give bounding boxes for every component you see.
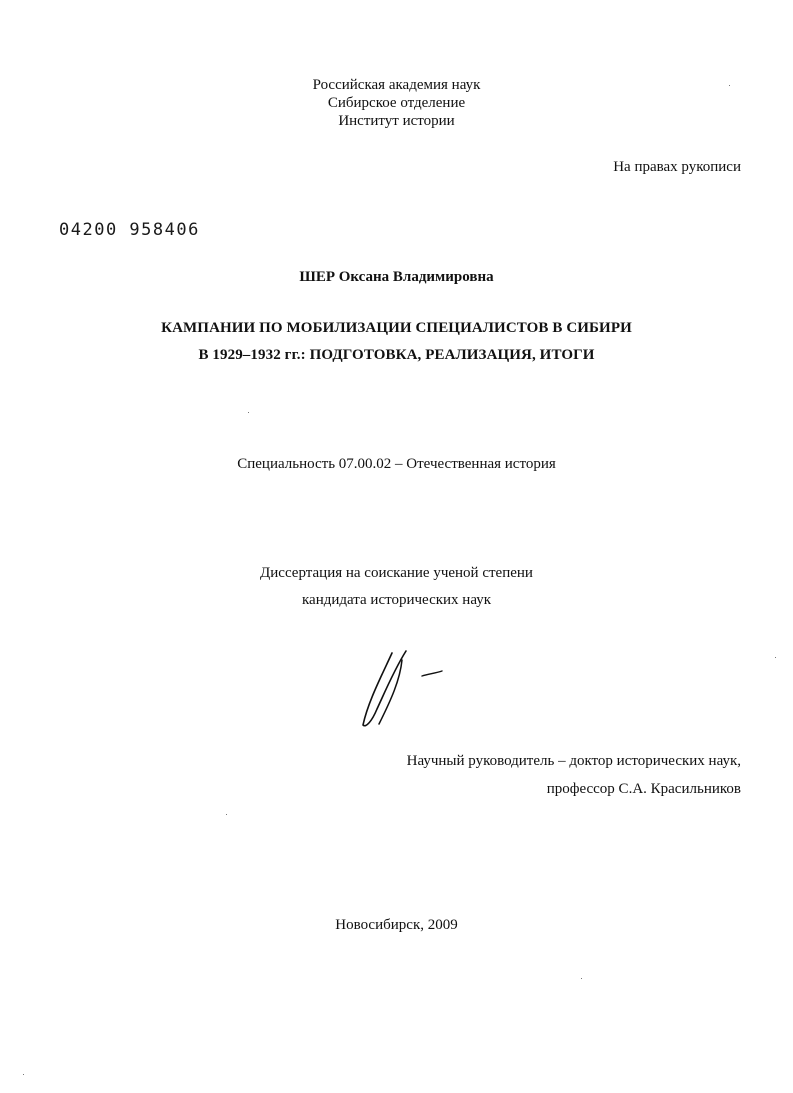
- scan-speck: [23, 1074, 24, 1075]
- institution-line-3: Институт истории: [338, 113, 455, 129]
- scan-speck: [248, 412, 249, 413]
- city-year: Новосибирск, 2009: [335, 917, 458, 933]
- author-name: ШЕР Оксана Владимировна: [299, 269, 494, 285]
- supervisor-line-2: профессор С.А. Красильников: [546, 781, 741, 797]
- scan-speck: [775, 657, 776, 658]
- scan-speck: [729, 85, 730, 86]
- institution-line-1: Российская академия наук: [312, 77, 481, 93]
- degree-line-1: Диссертация на соискание ученой степени: [260, 565, 533, 581]
- specialty: Специальность 07.00.02 – Отечественная история: [237, 456, 556, 472]
- scan-speck: [581, 978, 582, 979]
- manuscript-note: На правах рукописи: [613, 159, 741, 175]
- scan-speck: [226, 814, 227, 815]
- supervisor-line-1: Научный руководитель – доктор исторических наук,: [406, 753, 741, 769]
- signature: [356, 645, 446, 735]
- library-code: 04200 958406: [59, 220, 200, 240]
- degree-line-2: кандидата исторических наук: [301, 592, 492, 608]
- dissertation-title-line-2: В 1929–1932 гг.: ПОДГОТОВКА, РЕАЛИЗАЦИЯ, ИТОГИ: [198, 347, 595, 363]
- dissertation-title-line-1: КАМПАНИИ ПО МОБИЛИЗАЦИИ СПЕЦИАЛИСТОВ В СИБИРИ: [161, 320, 632, 336]
- institution-line-2: Сибирское отделение: [327, 95, 466, 111]
